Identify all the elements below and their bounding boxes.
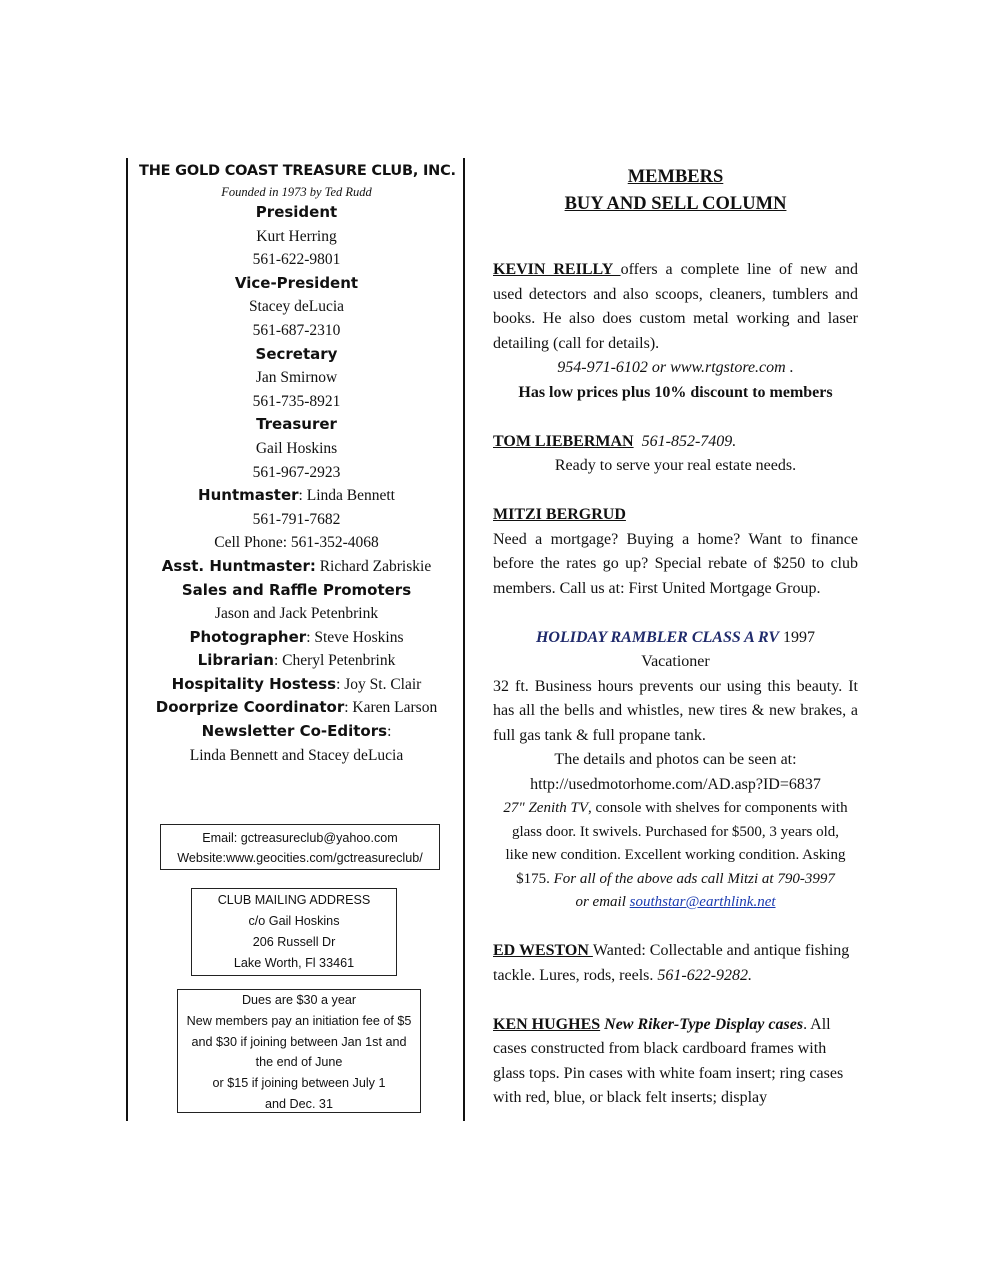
ad-rv-year: 1997 <box>779 628 816 646</box>
contact-email: Email: gctreasureclub@yahoo.com <box>202 831 398 845</box>
photographer-line <box>130 626 463 650</box>
ad-rv-title: HOLIDAY RAMBLER CLASS A RV <box>535 628 780 646</box>
dues-line: the end of June <box>255 1055 343 1070</box>
ad-email-prefix: or email <box>575 894 630 910</box>
center-column-rule <box>463 158 465 1121</box>
dues-line: Dues are $30 a year <box>241 993 357 1007</box>
librarian-name: : Cheryl Petenbrink <box>273 652 396 670</box>
ad-ken-name: KEN HUGHES <box>493 1015 601 1033</box>
ad-mitzi-bergrud <box>493 503 858 528</box>
column-heading-buy-sell: BUY AND SELL COLUMN <box>564 194 787 214</box>
club-name: THE GOLD COAST TREASURE CLUB, INC. <box>139 163 456 179</box>
newsletter-colon: : <box>387 723 392 741</box>
newsletter-line <box>130 720 463 744</box>
mailing-heading: CLUB MAILING ADDRESS <box>217 893 371 907</box>
contact-box <box>160 824 440 870</box>
ad-tom-text: Ready to serve your real estate needs. <box>554 457 797 474</box>
ad-kevin-name: KEVIN REILLY <box>493 261 621 278</box>
dues-line: and Dec. 31 <box>265 1096 333 1111</box>
ad-email-link[interactable]: southstar@earthlink.net <box>629 894 776 910</box>
president-label: President <box>255 203 338 221</box>
huntmaster-label: Huntmaster <box>198 486 299 505</box>
ad-tom-name: TOM LIEBERMAN <box>493 432 634 450</box>
huntmaster-name: : Linda Bennett <box>298 487 395 505</box>
hospitality-line <box>130 673 463 697</box>
ad-tv-text: , console with shelves for components with glass door. It swivels. Purchased for $500, 3 years old, like new condition. Excellent working condition. Asking $175. <box>505 800 848 887</box>
hospitality-label: Hospitality Hostess <box>171 674 337 693</box>
photographer-label: Photographer <box>189 627 307 646</box>
ad-kevin-discount: Has low prices plus 10% discount to members <box>518 383 833 401</box>
ad-tv-call: For all of the above ads call Mitzi at 790-3997 <box>549 870 835 887</box>
dues-line: and $30 if joining between Jan 1st and <box>191 1034 407 1049</box>
librarian-line <box>130 649 463 673</box>
vice-president-label: Vice-President <box>234 273 359 292</box>
vice-president-phone: 561-687-2310 <box>252 321 341 339</box>
president-name: Kurt Herring <box>256 227 337 245</box>
founded-note: Founded in 1973 by Ted Rudd <box>221 185 372 199</box>
photographer-name: : Steve Hoskins <box>306 628 404 646</box>
sales-raffle-label: Sales and Raffle Promoters <box>181 580 412 599</box>
doorprize-line <box>130 696 463 720</box>
secretary-label: Secretary <box>255 344 338 363</box>
president-phone: 561-622-9801 <box>252 251 341 269</box>
left-column-rule <box>126 158 128 1121</box>
treasurer-label: Treasurer <box>256 415 337 434</box>
doorprize-label: Doorprize Coordinator <box>155 698 345 717</box>
treasurer-phone: 561-967-2923 <box>252 463 341 481</box>
hospitality-name: : Joy St. Clair <box>336 675 422 693</box>
vice-president-name: Stacey deLucia <box>248 298 345 316</box>
ad-tom-lieberman <box>493 430 858 455</box>
dues-box <box>177 989 421 1113</box>
column-heading-members: MEMBERS <box>627 167 724 187</box>
ad-ed-text: Wanted: Collectable and antique fishing tackle. Lures, rods, reels. <box>493 942 850 984</box>
secretary-phone: 561-735-8921 <box>252 392 341 410</box>
ad-ken-text: . All cases constructed from black cardboard frames with glass tops. Pin cases with white foam insert; ring cases with red, blue, or black felt inserts; display <box>493 1015 844 1106</box>
ad-email-line <box>493 891 858 915</box>
mailing-address-box <box>191 888 397 976</box>
mailing-city: Lake Worth, Fl 33461 <box>233 956 355 970</box>
buy-sell-column <box>493 164 858 1111</box>
ad-ken-title: New Riker-Type Display cases <box>600 1015 804 1033</box>
dues-line: New members pay an initiation fee of $5 <box>186 1013 412 1028</box>
ad-rv-details: The details and photos can be seen at: <box>554 751 797 768</box>
sales-raffle-names: Jason and Jack Petenbrink <box>214 605 379 623</box>
ad-rv-model: Vacationer <box>641 653 710 670</box>
doorprize-name: : Karen Larson <box>344 699 438 717</box>
huntmaster-line <box>130 484 463 508</box>
ad-rv-url: http://usedmotorhome.com/AD.asp?ID=6837 <box>530 775 821 793</box>
asst-huntmaster-name: Richard Zabriskie <box>315 557 432 575</box>
ad-tv <box>493 797 858 891</box>
newsletter-names: Linda Bennett and Stacey deLucia <box>189 746 404 764</box>
ad-mitzi-name: MITZI BERGRUD <box>493 506 626 523</box>
treasurer-name: Gail Hoskins <box>255 439 338 457</box>
huntmaster-phone: 561-791-7682 <box>252 510 341 528</box>
ad-ed-name: ED WESTON <box>493 942 593 959</box>
ad-ken-hughes <box>493 1013 858 1111</box>
mailing-street: 206 Russell Dr <box>252 935 336 949</box>
ad-kevin-text: offers a complete line of new and used detectors and also scoops, cleaners, tumblers and books. He also does custom metal working and laser detailing (call for details). <box>493 261 858 352</box>
asst-huntmaster-line <box>130 555 463 579</box>
secretary-name: Jan Smirnow <box>255 369 338 387</box>
mailing-care-of: c/o Gail Hoskins <box>248 914 340 928</box>
dues-line: or $15 if joining between July 1 <box>212 1076 386 1091</box>
asst-huntmaster-label: Asst. Huntmaster: <box>161 556 316 575</box>
huntmaster-cell: Cell Phone: 561-352-4068 <box>214 534 379 552</box>
ad-kevin-reilly <box>493 258 858 356</box>
ad-ed-phone: 561-622-9282. <box>657 966 753 984</box>
newsletter-label: Newsletter Co-Editors <box>201 722 388 741</box>
ad-tv-title: 27" Zenith TV <box>503 800 589 816</box>
ad-ed-weston <box>493 939 858 988</box>
ad-rv-heading <box>493 626 858 651</box>
club-masthead <box>130 158 463 767</box>
ad-tom-phone: 561-852-7409. <box>641 432 737 450</box>
contact-website: Website:www.geocities.com/gctreasureclub/ <box>177 851 423 865</box>
librarian-label: Librarian <box>197 651 274 670</box>
ad-kevin-contact: 954-971-6102 or www.rtgstore.com . <box>557 359 794 376</box>
ad-mitzi-text: Need a mortgage? Buying a home? Want to finance before the rates go up? Special rebate of $250 to club members. Call us at: First United Mortgage Group. <box>493 530 858 597</box>
ad-rv-text: 32 ft. Business hours prevents our using this beauty. It has all the bells and whistles, new tires & new brakes, a full gas tank & full propane tank. <box>493 677 858 744</box>
